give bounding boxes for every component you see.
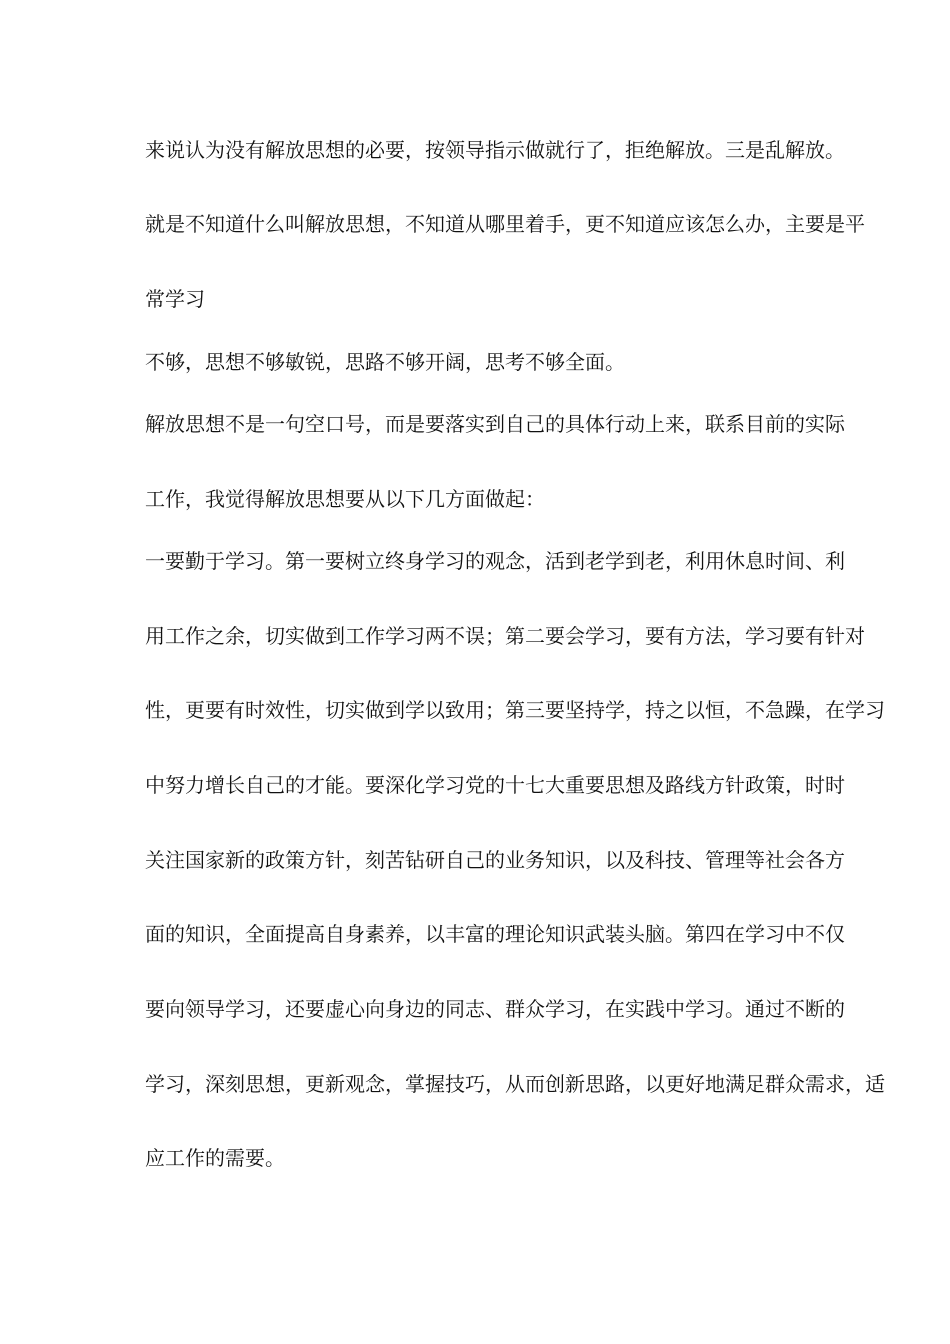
- text-line-11: 关注国家新的政策方针，刻苦钻研自己的业务知识，以及科技、管理等社会各方: [145, 848, 845, 872]
- text-line-8: 用工作之余，切实做到工作学习两不误；第二要会学习，要有方法，学习要有针对: [145, 624, 865, 648]
- text-line-10: 中努力增长自己的才能。要深化学习党的十七大重要思想及路线方针政策，时时: [145, 773, 845, 797]
- text-line-1: 来说认为没有解放思想的必要，按领导指示做就行了，拒绝解放。三是乱解放。: [145, 138, 845, 162]
- text-line-14: 学习，深刻思想，更新观念，掌握技巧，从而创新思路，以更好地满足群众需求，适: [145, 1072, 885, 1096]
- text-line-4: 不够，思想不够敏锐，思路不够开阔，思考不够全面。: [145, 350, 625, 374]
- text-line-3: 常学习: [145, 287, 205, 311]
- text-line-7: 一要勤于学习。第一要树立终身学习的观念，活到老学到老，利用休息时间、利: [145, 549, 845, 573]
- text-line-13: 要向领导学习，还要虚心向身边的同志、群众学习，在实践中学习。通过不断的: [145, 997, 845, 1021]
- text-line-6: 工作，我觉得解放思想要从以下几方面做起：: [145, 487, 545, 511]
- text-line-9: 性，更要有时效性，切实做到学以致用；第三要坚持学，持之以恒，不急躁，在学习: [145, 698, 885, 722]
- text-line-12: 面的知识，全面提高自身素养，以丰富的理论知识武装头脑。第四在学习中不仅: [145, 922, 845, 946]
- text-line-15: 应工作的需要。: [145, 1146, 285, 1170]
- text-line-2: 就是不知道什么叫解放思想，不知道从哪里着手，更不知道应该怎么办，主要是平: [145, 212, 865, 236]
- text-line-5: 解放思想不是一句空口号，而是要落实到自己的具体行动上来，联系目前的实际: [145, 412, 845, 436]
